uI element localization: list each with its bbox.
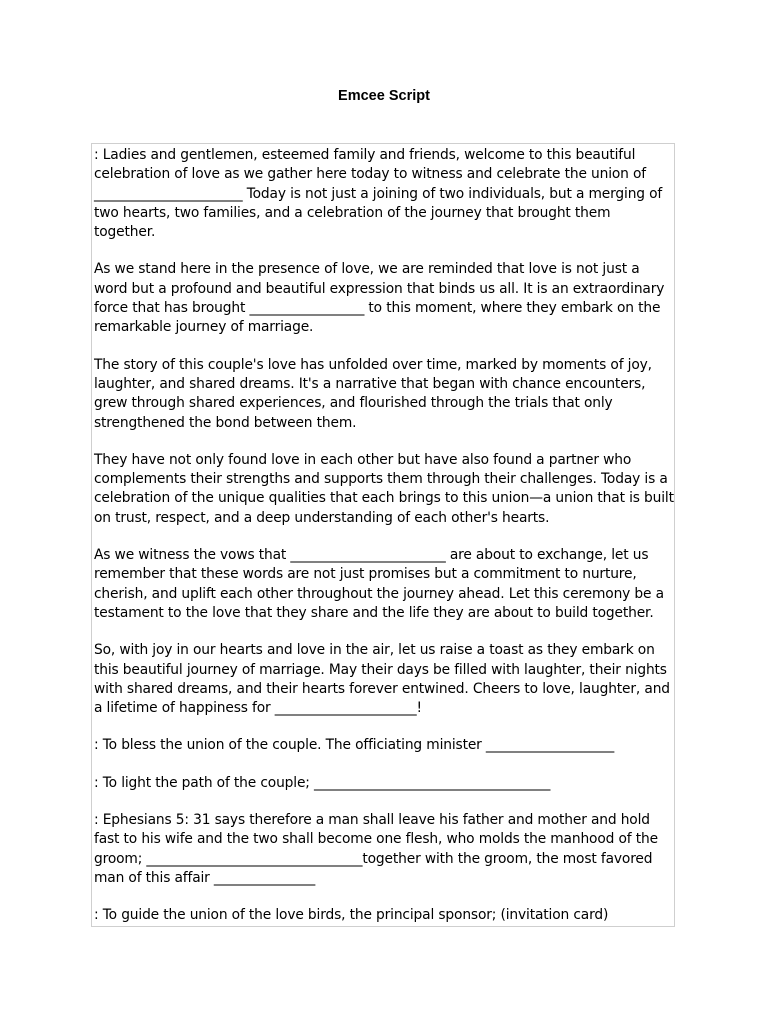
paragraph-toast: So, with joy in our hearts and love in the air, let us raise a toast as they embark on this beautiful journey of marriage. May their days be filled with laughter, their nights with shared dreams, and their hearts forever entwined. Cheers to love, laughter, and a lifetime of happiness for _____________________! [94,642,670,717]
paragraph-couple-story: The story of this couple's love has unfolded over time, marked by moments of joy, laughter, and shared dreams. It's a narrative that began with chance encounters, grew through shared experiences, and flourished through the trials that only strengthened the bond between them. [94,356,652,431]
paragraph-ephesians: : Ephesians 5: 31 says therefore a man shall leave his father and mother and hold fast to his wife and the two shall become one flesh, who molds the manhood of the groom; ________________________________together with the groom, the most favored man of this affair _______________ [94,812,658,886]
paragraph-principal-sponsor: : To guide the union of the love birds, the principal sponsor; (invitation card) [94,907,609,924]
paragraph-welcome: : Ladies and gentlemen, esteemed family and friends, welcome to this beautiful celebration of love as we gather here today to witness and celebrate the union of ______________________ Today is not just a joining of two individuals, but a merging of two hearts, two families, and a celebration of the journey that brought them together. [94,147,663,241]
paragraph-partnership: They have not only found love in each other but have also found a partner who complements their strengths and supports them through their challenges. Today is a celebration of the unique qualities that each brings to this union—a union that is built on trust, respect, and a deep understanding of each other's hearts. [94,451,674,526]
script-body [91,143,675,927]
paragraph-light-path: : To light the path of the couple; ___________________________________ [94,774,551,791]
paragraph-bless-union: : To bless the union of the couple. The officiating minister ___________________ [94,737,615,754]
paragraph-vows: As we witness the vows that _______________________ are about to exchange, let us remember that these words are not just promises but a commitment to nurture, cherish, and uplift each other throughout the journey ahead. Let this ceremony be a testament to the love that they share and the life they are about to build together. [94,547,664,621]
page-title: Emcee Script [338,88,430,104]
paragraph-presence-of-love: As we stand here in the presence of love, we are reminded that love is not just a word but a profound and beautiful expression that binds us all. It is an extraordinary force that has brought _________________ to this moment, where they embark on the remarkable journey of marriage. [94,261,665,336]
